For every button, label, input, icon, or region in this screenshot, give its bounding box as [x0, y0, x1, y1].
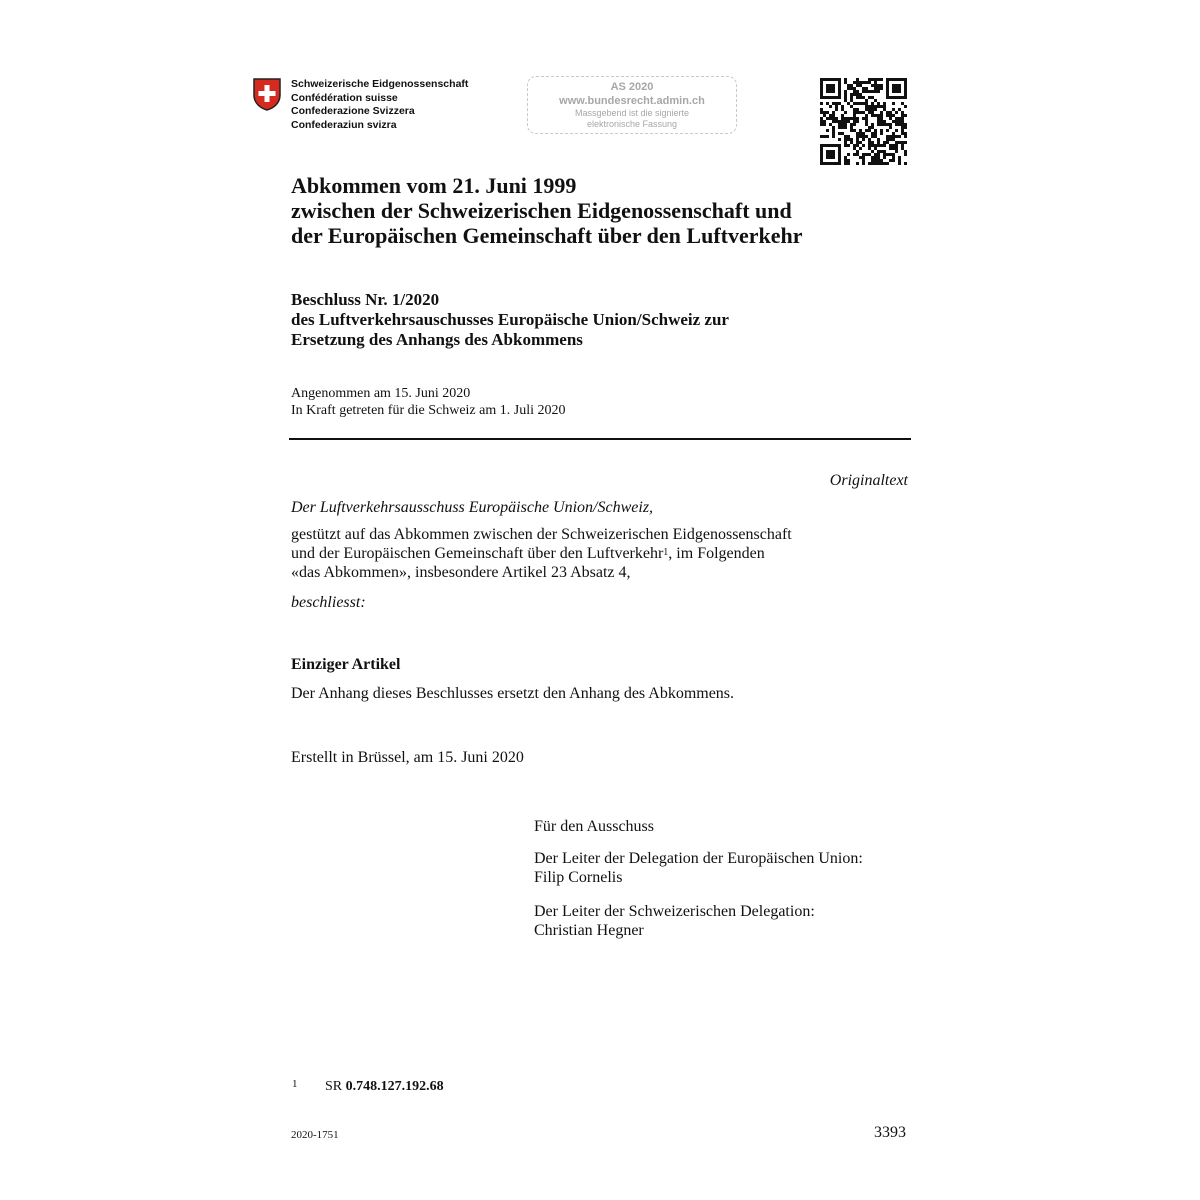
confederation-name-it: Confederazione Svizzera — [291, 105, 415, 117]
footnote-marker[interactable]: 1 — [663, 547, 669, 558]
recital — [291, 525, 792, 582]
decides-label: beschliesst: — [291, 594, 366, 611]
signature-eu — [534, 849, 863, 887]
divider — [289, 438, 911, 440]
subtitle-line: des Luftverkehrsauschusses Europäische Union/Schweiz zur — [291, 310, 729, 329]
original-text-label: Originaltext — [829, 472, 908, 489]
subtitle-line: Beschluss Nr. 1/2020 — [291, 290, 440, 309]
recital-line: «das Abkommen», insbesondere Artikel 23 Absatz 4, — [291, 564, 631, 581]
confederation-names — [291, 78, 468, 132]
page-number: 3393 — [874, 1124, 906, 1141]
footnote-reference[interactable]: 0.748.127.192.68 — [345, 1079, 444, 1094]
article-heading: Einziger Artikel — [291, 656, 401, 673]
official-publication-stamp — [527, 76, 737, 134]
ch-name: Christian Hegner — [534, 922, 644, 939]
confederation-name-de: Schweizerische Eidgenossenschaft — [291, 78, 469, 90]
swiss-cross-shield-icon — [252, 77, 282, 111]
stamp-note-line1: Massgebend ist die signierte — [574, 108, 690, 118]
eu-name: Filip Cornelis — [534, 869, 623, 886]
footnote-number: 1 — [292, 1078, 298, 1090]
confederation-name-rm: Confederaziun svizra — [291, 118, 397, 131]
footnote-prefix: SR — [325, 1079, 343, 1094]
qr-code-icon — [820, 78, 907, 165]
recital-line-text: und der Europäischen Gemeinschaft über den Luftverkehr — [291, 545, 664, 562]
stamp-website[interactable]: www.bundesrecht.admin.ch — [559, 95, 705, 107]
signature-ch — [534, 902, 815, 940]
subtitle-line: Ersetzung des Anhangs des Abkommens — [291, 330, 583, 349]
recital-line: gestützt auf das Abkommen zwischen der Schweizerischen Eidgenossenschaft — [291, 526, 792, 543]
confederation-name-fr: Confédération suisse — [291, 91, 398, 104]
document-title — [291, 173, 803, 248]
committee-intro: Der Luftverkehrsausschuss Europäische Union/Schweiz, — [291, 499, 654, 516]
article-text: Der Anhang dieses Beschlusses ersetzt den Anhang des Abkommens. — [291, 685, 735, 702]
eu-role: Der Leiter der Delegation der Europäischen Union: — [534, 850, 863, 867]
committee-label: Für den Ausschuss — [534, 818, 655, 835]
title-line: der Europäischen Gemeinschaft über den Luftverkehr — [291, 223, 803, 248]
document-number: 2020-1751 — [291, 1129, 339, 1141]
place-and-date: Erstellt in Brüssel, am 15. Juni 2020 — [291, 749, 524, 766]
adopted-date: Angenommen am 15. Juni 2020 — [291, 386, 471, 401]
ch-role: Der Leiter der Schweizerischen Delegation: — [534, 903, 815, 920]
stamp-note-line2: elektronische Fassung — [586, 119, 678, 129]
recital-line — [291, 544, 792, 563]
adoption-dates — [291, 386, 565, 419]
stamp-as-number: AS 2020 — [610, 81, 654, 93]
title-line: zwischen der Schweizerischen Eidgenossenschaft und — [291, 198, 792, 223]
title-line: Abkommen vom 21. Juni 1999 — [291, 173, 577, 198]
recital-line-text: , im Folgenden — [668, 545, 765, 562]
footnote-text — [325, 1079, 444, 1095]
signature-committee — [534, 817, 654, 836]
in-force-date: In Kraft getreten für die Schweiz am 1. Juli 2020 — [291, 402, 566, 418]
decision-title — [291, 290, 729, 350]
